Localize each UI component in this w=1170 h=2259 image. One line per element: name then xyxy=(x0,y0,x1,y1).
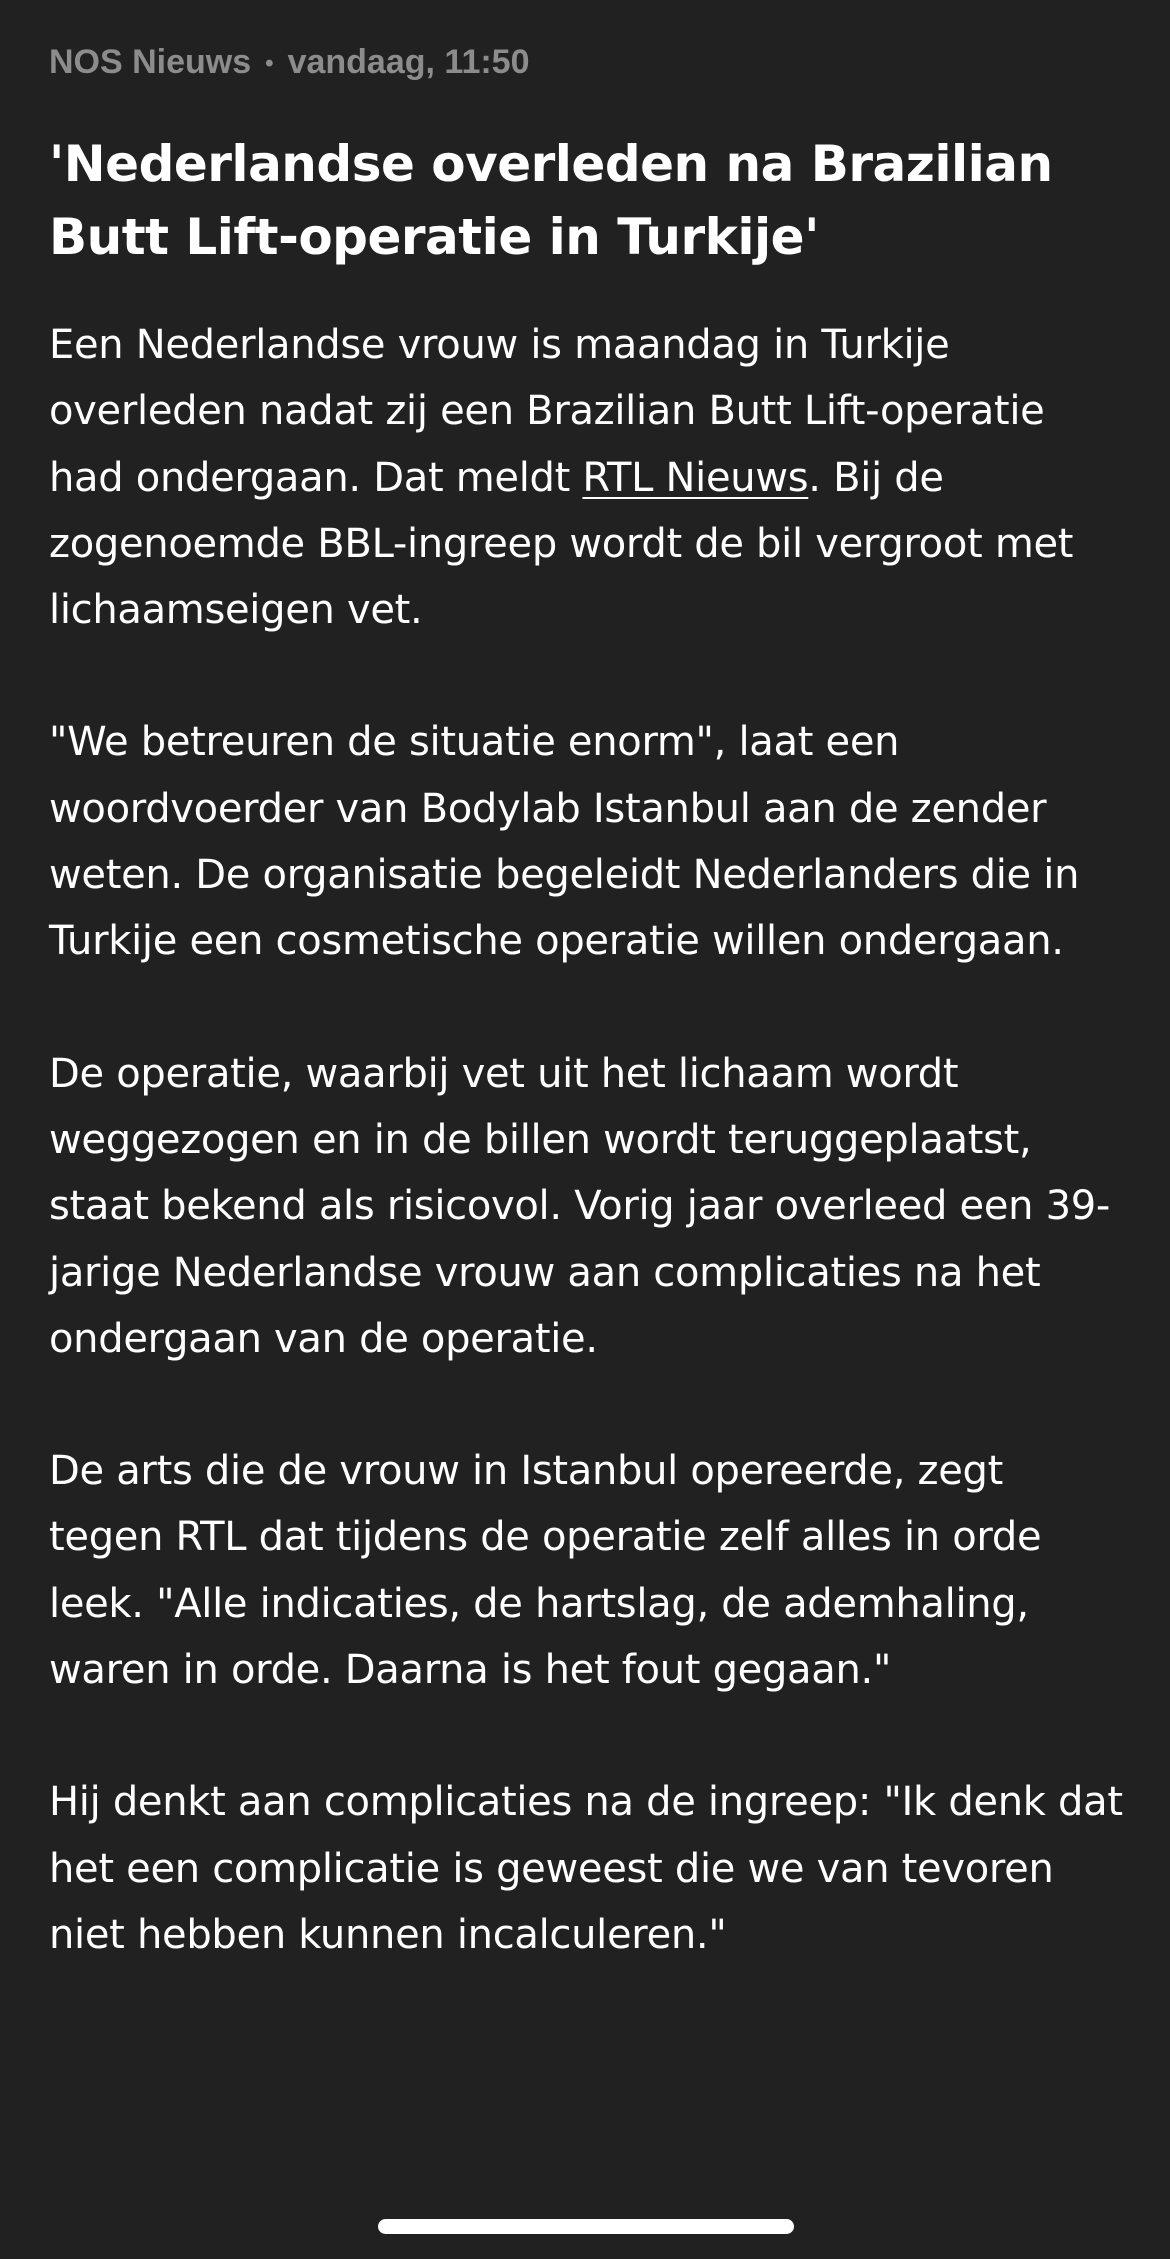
paragraph-4: De arts die de vrouw in Istanbul opereerde, zegt tegen RTL dat tijdens de operatie zelf alles in orde leek. "Alle indicaties, de hartslag, de ademhaling, waren in orde. Daarna is het fout gegaan." xyxy=(49,1448,1042,1694)
home-indicator[interactable] xyxy=(378,2219,794,2234)
separator-dot: • xyxy=(265,50,274,77)
article-body xyxy=(49,312,1129,2034)
paragraph-1-text-end: . Bij de zogenoemde BBL-ingreep wordt de bil vergroot met lichaamseigen vet. xyxy=(49,454,1074,634)
paragraph-1 xyxy=(49,312,1129,643)
rtl-nieuws-link[interactable]: RTL Nieuws xyxy=(582,454,809,501)
paragraph-3: De operatie, waarbij vet uit het lichaam wordt weggezogen en in de billen wordt teruggeplaatst, staat bekend als risicovol. Vorig jaar overleed een 39-jarige Nederlandse vrouw aan complicaties na het ondergaan van de operatie. xyxy=(49,1050,1111,1362)
timestamp: vandaag, 11:50 xyxy=(287,43,530,81)
source-label: NOS Nieuws xyxy=(49,43,252,81)
paragraph-1-text-start: Een Nederlandse vrouw is maandag in Turkije overleden nadat zij een Brazilian Butt Lift-operatie had ondergaan. Dat meldt xyxy=(49,322,1045,501)
article-meta xyxy=(49,40,530,88)
paragraph-5: Hij denkt aan complicaties na de ingreep: "Ik denk dat het een complicatie is geweest die we van tevoren niet hebben kunnen incalculeren." xyxy=(49,1779,1123,1958)
article-title: 'Nederlandse overleden na Brazilian Butt Lift-operatie in Turkije' xyxy=(49,135,1053,266)
paragraph-2: "We betreuren de situatie enorm", laat een woordvoerder van Bodylab Istanbul aan de zender weten. De organisatie begeleidt Nederlanders die in Turkije een cosmetische operatie willen ondergaan. xyxy=(49,719,1080,965)
